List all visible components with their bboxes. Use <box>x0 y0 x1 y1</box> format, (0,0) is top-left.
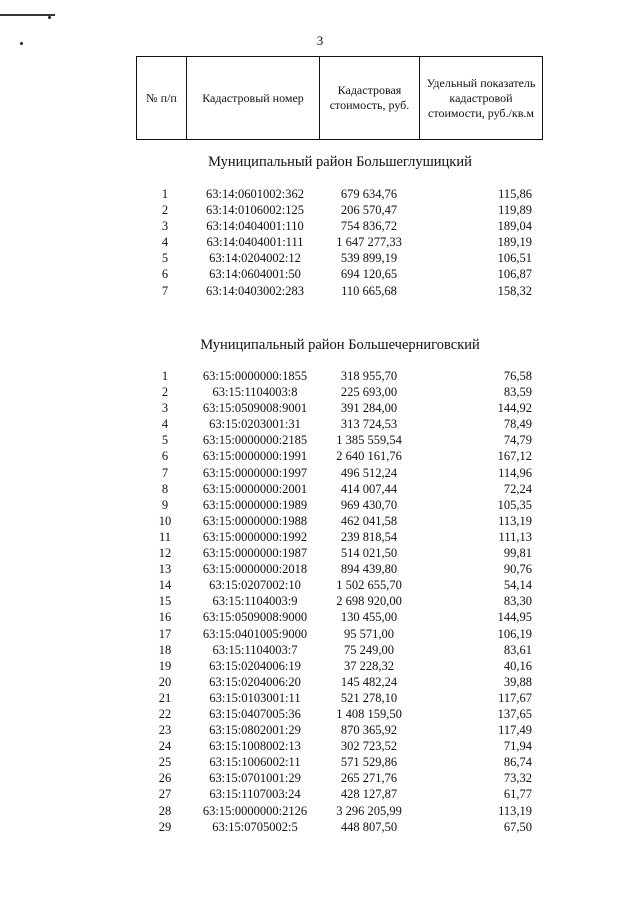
table-row <box>0 722 640 738</box>
table-row <box>0 202 640 218</box>
table-row <box>0 561 640 577</box>
cadastral-value: 969 430,70 <box>340 497 398 512</box>
cadastral-number: 63:15:1104003:9 <box>212 594 298 609</box>
row-number: 3 <box>161 401 169 416</box>
cadastral-number: 63:14:0404001:111 <box>206 235 304 250</box>
row-number: 27 <box>158 787 172 802</box>
specific-indicator: 76,58 <box>503 369 532 383</box>
row-number: 3 <box>161 219 169 234</box>
cadastral-number: 63:15:1104003:7 <box>212 642 298 657</box>
table-row <box>0 803 640 819</box>
row-number: 10 <box>158 513 172 528</box>
specific-indicator: 67,50 <box>503 819 532 834</box>
table-row <box>0 218 640 234</box>
specific-indicator: 119,89 <box>498 203 532 218</box>
row-number: 1 <box>161 369 169 383</box>
table-row <box>0 642 640 658</box>
table-row <box>0 674 640 690</box>
cadastral-value: 3 296 205,99 <box>336 803 402 818</box>
specific-indicator: 83,30 <box>503 594 532 609</box>
cadastral-number: 63:15:0000000:1991 <box>202 449 308 464</box>
specific-indicator: 106,87 <box>497 267 532 282</box>
table-row <box>0 400 640 416</box>
header-specific-indicator: Удельный показатель кадастровой стоимости, руб./кв.м <box>426 75 536 120</box>
specific-indicator: 137,65 <box>497 706 532 721</box>
row-number: 13 <box>158 562 172 577</box>
specific-indicator: 113,19 <box>498 513 532 528</box>
cadastral-value: 870 365,92 <box>340 723 398 738</box>
table-row <box>0 186 640 202</box>
specific-indicator: 74,79 <box>503 433 532 448</box>
cadastral-value: 448 807,50 <box>340 819 398 834</box>
table-row <box>0 786 640 802</box>
row-number: 5 <box>161 251 169 266</box>
row-number: 1 <box>161 187 169 201</box>
cadastral-number: 63:15:0000000:1997 <box>202 465 308 480</box>
header-num: № п/п <box>137 57 187 139</box>
cadastral-value: 110 665,68 <box>341 283 397 298</box>
cadastral-value: 514 021,50 <box>340 546 398 561</box>
table-row <box>0 448 640 464</box>
cadastral-value: 679 634,76 <box>340 187 398 201</box>
cadastral-number: 63:15:0000000:1992 <box>202 529 308 544</box>
cadastral-number: 63:15:0000000:2018 <box>202 562 308 577</box>
cadastral-number: 63:15:1008002:13 <box>209 739 301 754</box>
table-row <box>0 706 640 722</box>
cadastral-number: 63:15:0509008:9000 <box>202 610 308 625</box>
specific-indicator: 39,88 <box>503 674 532 689</box>
cadastral-value: 539 899,19 <box>340 251 398 266</box>
table-row <box>0 266 640 282</box>
table-row <box>0 609 640 625</box>
row-number: 4 <box>161 417 169 432</box>
specific-indicator: 167,12 <box>497 449 532 464</box>
table-row <box>0 497 640 513</box>
cadastral-value: 1 385 559,54 <box>336 433 402 448</box>
specific-indicator: 111,13 <box>498 529 532 544</box>
row-number: 9 <box>161 497 169 512</box>
cadastral-number: 63:15:0701001:29 <box>209 771 301 786</box>
cadastral-value: 521 278,10 <box>340 690 398 705</box>
table-row <box>0 529 640 545</box>
cadastral-value: 37 228,32 <box>344 658 394 673</box>
row-number: 4 <box>161 235 169 250</box>
specific-indicator: 144,95 <box>497 610 532 625</box>
table-row <box>0 819 640 835</box>
row-number: 5 <box>161 433 169 448</box>
row-number: 19 <box>158 658 172 673</box>
table-row <box>0 432 640 448</box>
row-number: 20 <box>158 674 172 689</box>
cadastral-number: 63:14:0106002:125 <box>206 203 304 218</box>
row-number: 7 <box>161 465 169 480</box>
cadastral-number: 63:15:0000000:1987 <box>202 546 308 561</box>
cadastral-value: 302 723,52 <box>340 739 398 754</box>
row-number: 14 <box>158 578 172 593</box>
cadastral-value: 1 502 655,70 <box>336 578 402 593</box>
header-cadastral-value: Кадастровая стоимость, руб. <box>320 57 420 139</box>
cadastral-value: 462 041,58 <box>340 513 398 528</box>
specific-indicator: 61,77 <box>503 787 532 802</box>
row-number: 28 <box>158 803 172 818</box>
cadastral-value: 754 836,72 <box>340 219 398 234</box>
cadastral-number: 63:15:0103001:11 <box>209 690 301 705</box>
cadastral-value: 694 120,65 <box>340 267 398 282</box>
cadastral-value: 95 571,00 <box>344 626 394 641</box>
specific-indicator: 115,86 <box>498 187 532 201</box>
header-cadastral-number: Кадастровый номер <box>187 57 320 139</box>
row-number: 18 <box>158 642 172 657</box>
specific-indicator: 78,49 <box>503 417 532 432</box>
table-row <box>0 754 640 770</box>
cadastral-value: 1 408 159,50 <box>336 706 402 721</box>
specific-indicator: 72,24 <box>503 481 532 496</box>
table-row <box>0 384 640 400</box>
cadastral-value: 265 271,76 <box>340 771 398 786</box>
specific-indicator: 117,67 <box>498 690 532 705</box>
specific-indicator: 113,19 <box>498 803 532 818</box>
specific-indicator: 90,76 <box>503 562 532 577</box>
specific-indicator: 86,74 <box>503 755 532 770</box>
specific-indicator: 71,94 <box>503 739 532 754</box>
row-number: 11 <box>158 529 172 544</box>
specific-indicator: 99,81 <box>503 546 532 561</box>
table-row <box>0 368 640 384</box>
cadastral-value: 2 640 161,76 <box>336 449 402 464</box>
cadastral-value: 239 818,54 <box>340 529 398 544</box>
cadastral-value: 75 249,00 <box>344 642 394 657</box>
cadastral-number: 63:15:0000000:2001 <box>202 481 308 496</box>
cadastral-value: 414 007,44 <box>340 481 398 496</box>
table-row <box>0 234 640 250</box>
row-number: 23 <box>158 723 172 738</box>
cadastral-number: 63:15:0204006:19 <box>209 658 301 673</box>
table-row <box>0 690 640 706</box>
specific-indicator: 83,61 <box>503 642 532 657</box>
cadastral-number: 63:15:0204006:20 <box>209 674 301 689</box>
table-header <box>136 56 543 140</box>
row-number: 6 <box>161 267 169 282</box>
cadastral-value: 391 284,00 <box>340 401 398 416</box>
specific-indicator: 189,04 <box>497 219 532 234</box>
table-row <box>0 545 640 561</box>
cadastral-number: 63:15:0000000:1988 <box>202 513 308 528</box>
specific-indicator: 106,19 <box>497 626 532 641</box>
table-row <box>0 593 640 609</box>
cadastral-number: 63:14:0604001:50 <box>209 267 301 282</box>
table-row <box>0 738 640 754</box>
table-row <box>0 465 640 481</box>
cadastral-number: 63:15:1107003:24 <box>209 787 301 802</box>
cadastral-number: 63:15:1104003:8 <box>212 385 298 400</box>
cadastral-number: 63:14:0404001:110 <box>206 219 304 234</box>
cadastral-number: 63:14:0601002:362 <box>206 187 304 201</box>
section-title-bolshechernigovsky: Муниципальный район Большечерниговский <box>200 337 480 353</box>
cadastral-value: 1 647 277,33 <box>336 235 402 250</box>
cadastral-value: 145 482,24 <box>340 674 398 689</box>
cadastral-number: 63:15:0000000:2185 <box>202 433 308 448</box>
table-row <box>0 770 640 786</box>
table-row <box>0 283 640 299</box>
scan-dot <box>48 16 51 19</box>
row-number: 2 <box>161 385 169 400</box>
cadastral-value: 428 127,87 <box>340 787 398 802</box>
specific-indicator: 106,51 <box>497 251 532 266</box>
cadastral-value: 2 698 920,00 <box>336 594 402 609</box>
row-number: 8 <box>161 481 169 496</box>
specific-indicator: 158,32 <box>497 283 532 298</box>
row-number: 16 <box>158 610 172 625</box>
cadastral-number: 63:15:1006002:11 <box>209 755 301 770</box>
cadastral-value: 894 439,80 <box>340 562 398 577</box>
specific-indicator: 117,49 <box>498 723 532 738</box>
row-number: 15 <box>158 594 172 609</box>
cadastral-value: 313 724,53 <box>340 417 398 432</box>
scan-edge-line <box>0 14 55 16</box>
cadastral-value: 206 570,47 <box>340 203 398 218</box>
cadastral-number: 63:15:0509008:9001 <box>202 401 308 416</box>
cadastral-number: 63:14:0403002:283 <box>206 283 304 298</box>
specific-indicator: 114,96 <box>498 465 532 480</box>
specific-indicator: 144,92 <box>497 401 532 416</box>
cadastral-value: 225 693,00 <box>340 385 398 400</box>
page-number: 3 <box>316 33 324 48</box>
row-number: 24 <box>158 739 172 754</box>
cadastral-value: 318 955,70 <box>340 369 398 383</box>
cadastral-value: 571 529,86 <box>340 755 398 770</box>
row-number: 21 <box>158 690 172 705</box>
cadastral-number: 63:14:0204002:12 <box>209 251 301 266</box>
cadastral-number: 63:15:0203001:31 <box>209 417 301 432</box>
cadastral-number: 63:15:0000000:2126 <box>202 803 308 818</box>
row-number: 17 <box>158 626 172 641</box>
table-row <box>0 513 640 529</box>
specific-indicator: 83,59 <box>503 385 532 400</box>
specific-indicator: 40,16 <box>503 658 532 673</box>
cadastral-number: 63:15:0407005:36 <box>209 706 301 721</box>
cadastral-value: 130 455,00 <box>340 610 398 625</box>
row-number: 26 <box>158 771 172 786</box>
section-rows-bolshechernigovsky <box>0 368 640 835</box>
cadastral-number: 63:15:0000000:1855 <box>202 369 308 383</box>
table-row <box>0 481 640 497</box>
cadastral-number: 63:15:0207002:10 <box>209 578 301 593</box>
row-number: 2 <box>161 203 169 218</box>
section-title-bolsheglushitsky: Муниципальный район Большеглушицкий <box>208 154 472 170</box>
table-row <box>0 416 640 432</box>
row-number: 6 <box>161 449 169 464</box>
row-number: 12 <box>158 546 172 561</box>
table-row <box>0 250 640 266</box>
cadastral-number: 63:15:0401005:9000 <box>202 626 308 641</box>
table-row <box>0 626 640 642</box>
specific-indicator: 189,19 <box>497 235 532 250</box>
cadastral-number: 63:15:0802001:29 <box>209 723 301 738</box>
row-number: 7 <box>161 283 169 298</box>
row-number: 22 <box>158 706 172 721</box>
specific-indicator: 105,35 <box>497 497 532 512</box>
specific-indicator: 73,32 <box>503 771 532 786</box>
cadastral-number: 63:15:0000000:1989 <box>202 497 308 512</box>
cadastral-number: 63:15:0705002:5 <box>212 819 298 834</box>
table-row <box>0 577 640 593</box>
table-row <box>0 658 640 674</box>
row-number: 25 <box>158 755 172 770</box>
row-number: 29 <box>158 819 172 834</box>
section-rows-bolsheglushitsky <box>0 186 640 299</box>
cadastral-value: 496 512,24 <box>340 465 398 480</box>
specific-indicator: 54,14 <box>503 578 532 593</box>
